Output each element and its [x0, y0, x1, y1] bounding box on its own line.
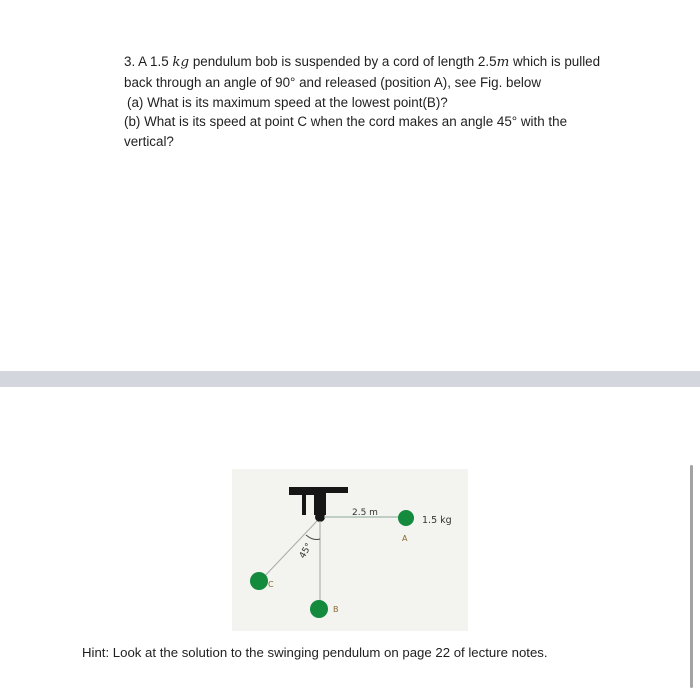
pivot	[315, 512, 325, 522]
question-b: (b) What is its speed at point C when the cord makes an angle 45° with the	[124, 114, 568, 130]
angle-label: 45°	[297, 541, 315, 561]
bob-c	[250, 572, 268, 590]
point-c-label: C	[268, 580, 274, 589]
angle-arc	[306, 535, 320, 540]
question-a: (a) What is its maximum speed at the lowest point(B)?	[127, 94, 448, 110]
pendulum-figure	[232, 469, 468, 631]
pendulum-diagram	[232, 469, 468, 631]
problem-line-1: 3. A 1.5 kg pendulum bob is suspended by a cord of length 2.5m which is pulled	[124, 54, 601, 70]
question-b-continued: vertical?	[124, 134, 174, 150]
problem-statement	[124, 52, 624, 152]
section-divider	[0, 371, 700, 387]
point-a-label: A	[402, 534, 408, 543]
hint-text: Hint: Look at the solution to the swinging pendulum on page 22 of lecture notes.	[82, 645, 548, 660]
problem-line-2: back through an angle of 90° and released (position A), see Fig. below	[124, 74, 542, 90]
bob-a	[398, 510, 414, 526]
bob-b	[310, 600, 328, 618]
length-label: 2.5 m	[352, 508, 378, 518]
vertical-scrollbar[interactable]	[690, 465, 693, 688]
mass-label: 1.5 kg	[422, 515, 452, 526]
support-mount	[289, 487, 348, 515]
point-b-label: B	[333, 605, 339, 614]
